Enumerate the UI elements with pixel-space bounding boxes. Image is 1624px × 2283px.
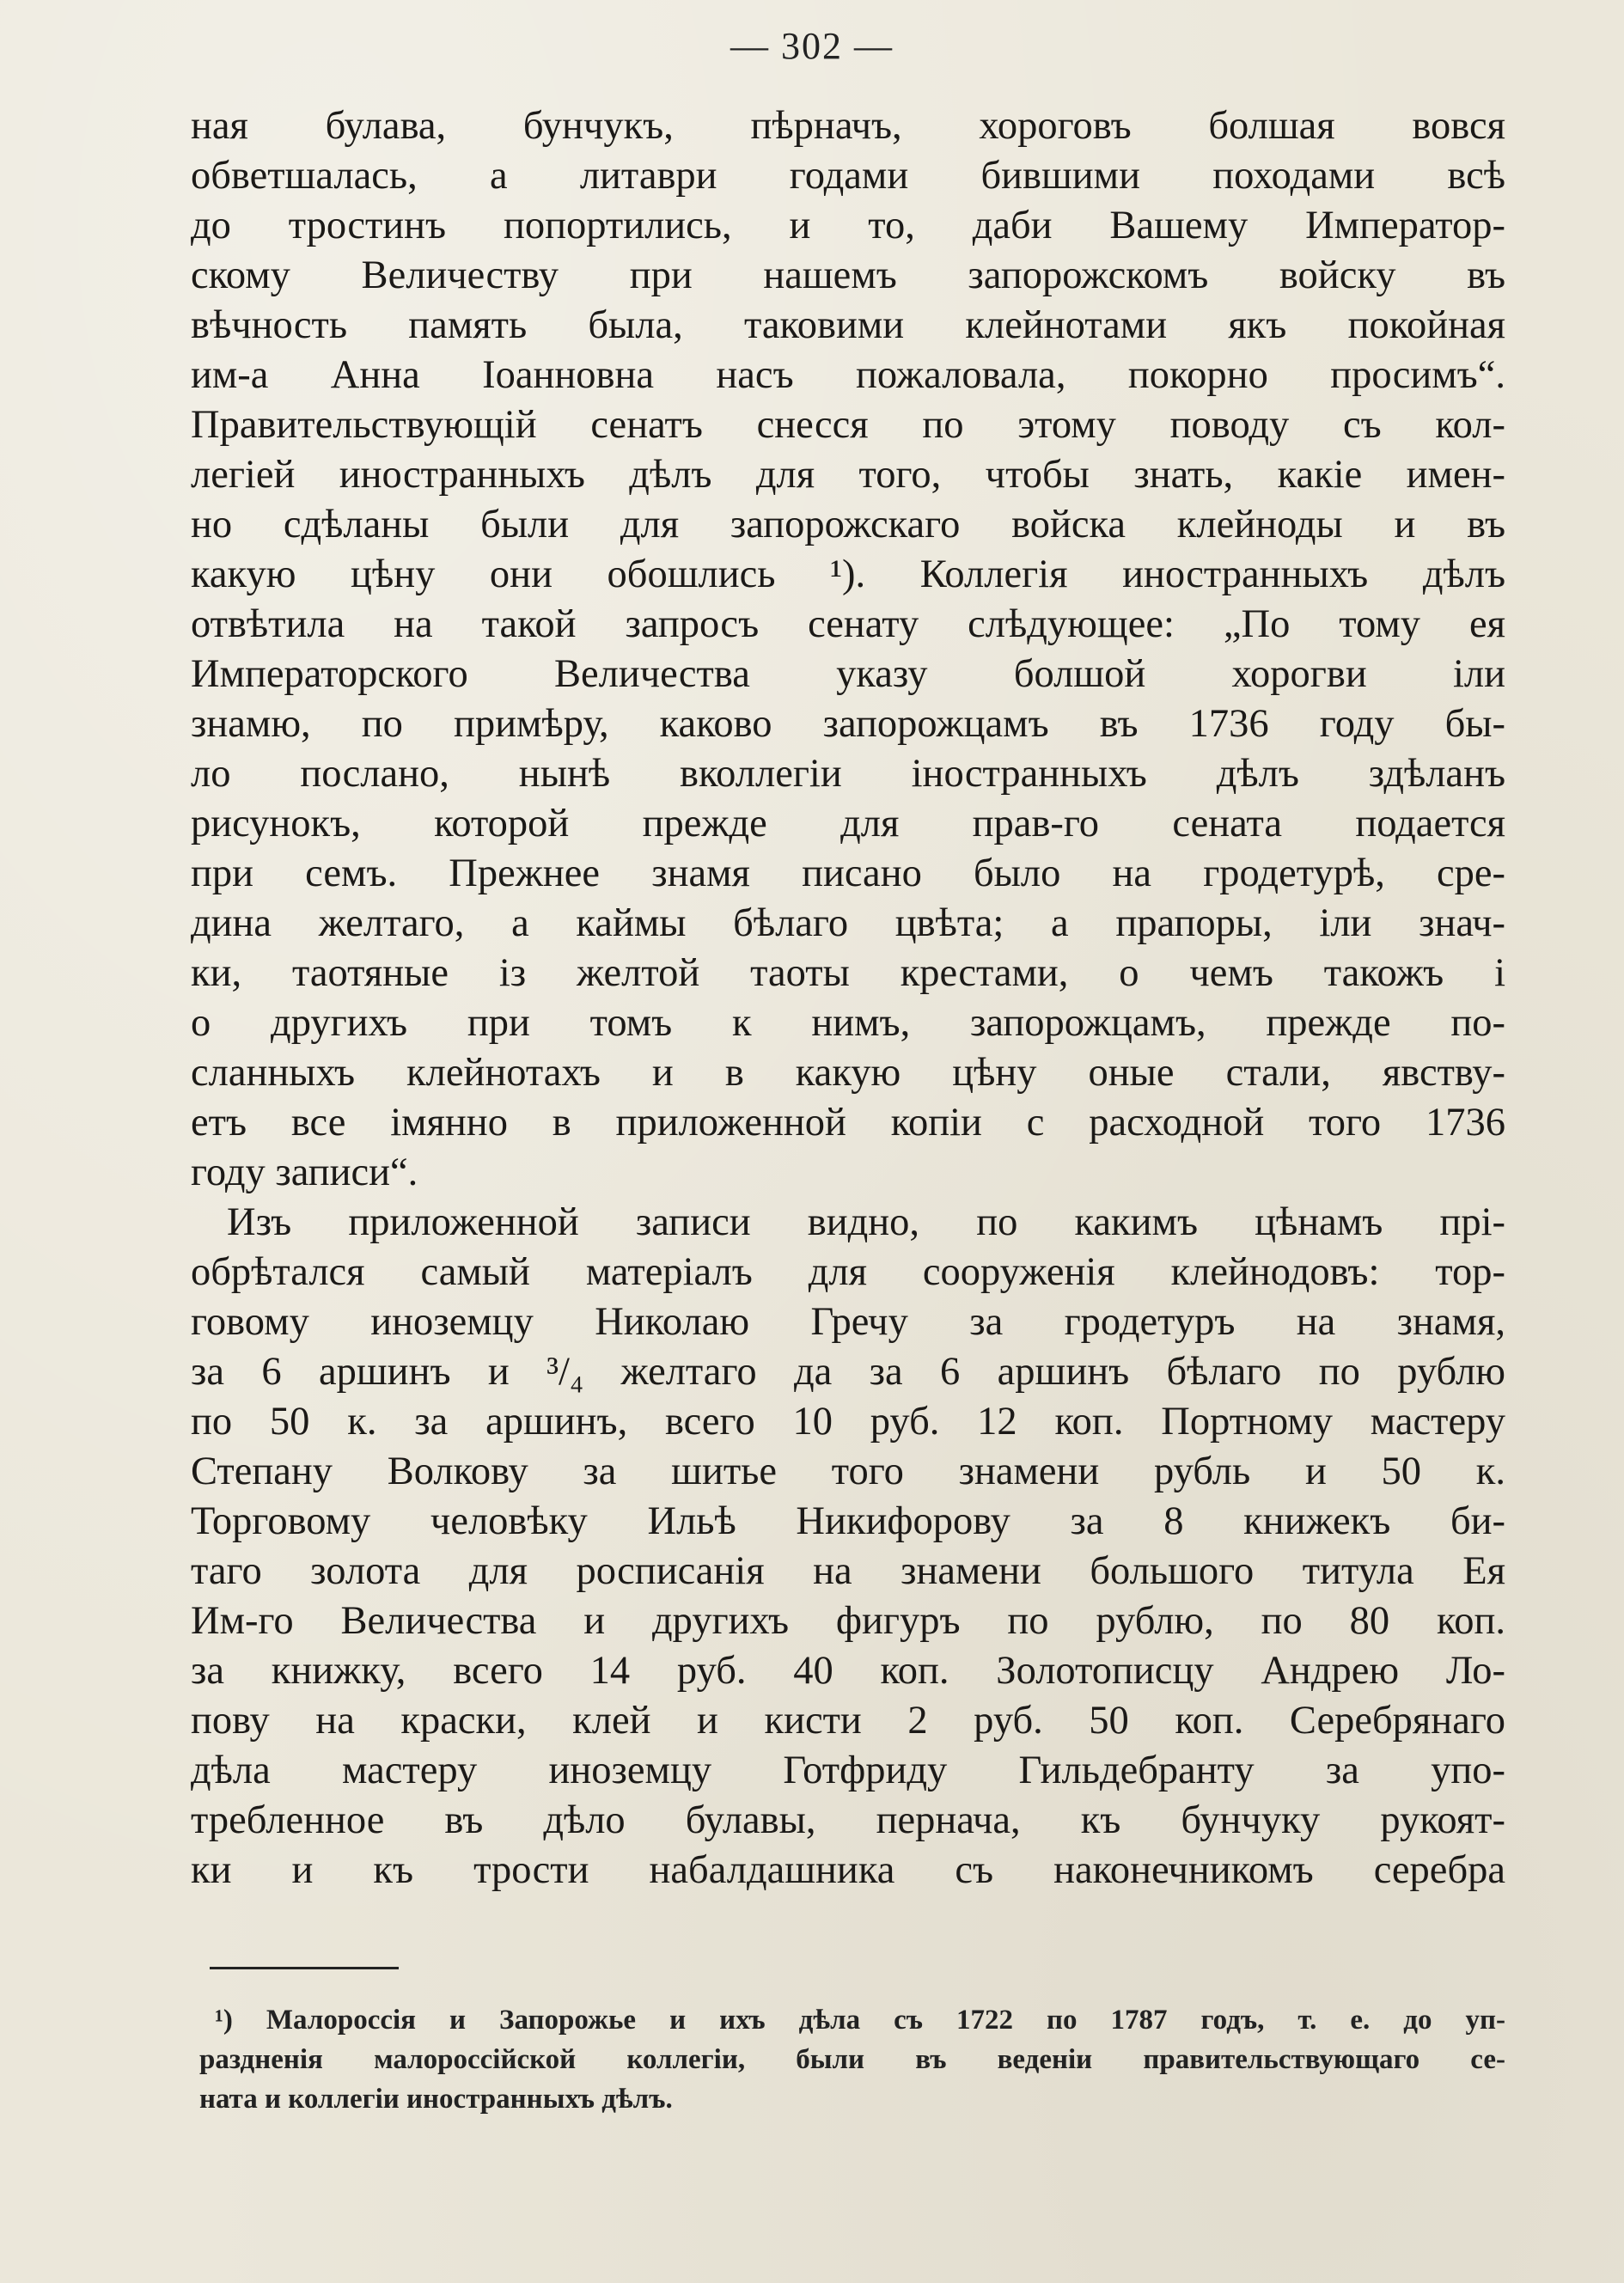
text-line: при семъ. Прежнее знамя писано было на гродетурѣ, сре- [191,852,1505,895]
text-line: ная булава, бунчукъ, пѣрначъ, хороговъ болшая вовся [191,104,1505,148]
text-line: обрѣтался самый матеріалъ для сооруженія клейнодовъ: тор- [191,1250,1505,1294]
text-line: ки и къ трости набалдашника съ наконечникомъ серебра [191,1848,1505,1892]
text-line: за книжку, всего 14 руб. 40 коп. Золотописцу Андрею Ло- [191,1649,1505,1693]
text-line: требленное въ дѣло булавы, пернача, къ бунчуку рукоят- [191,1798,1505,1842]
text-line: по 50 к. за аршинъ, всего 10 руб. 12 коп. Портному мастеру [191,1400,1505,1444]
text-line: говому иноземцу Николаю Гречу за гродетуръ на знамя, [191,1300,1505,1344]
text-line: какую цѣну они обошлись ¹). Коллегія иностранныхъ дѣлъ [191,552,1505,596]
text-line: рисунокъ, которой прежде для прав-го сената подается [191,802,1505,845]
text-line: знамю, по примѣру, каково запорожцамъ въ 1736 году бы- [191,702,1505,746]
text-line: Им-го Величества и другихъ фигуръ по рублю, по 80 коп. [191,1599,1505,1643]
footnote-divider [210,1967,399,1969]
text-line: вѣчность память была, таковими клейнотами якъ покойная [191,303,1505,347]
text-line: етъ все імянно в приложенной копіи с расходной того 1736 [191,1101,1505,1145]
text-line: Степану Волкову за шитье того знамени рубль и 50 к. [191,1450,1505,1493]
text-line: до тростинъ попортились, и то, даби Вашему Император- [191,204,1505,247]
text-line: Императорского Величества указу болшой хорогви іли [191,652,1505,696]
text-line: Правительствующій сенатъ снесся по этому поводу съ кол- [191,403,1505,447]
paragraph-start-line: Изъ приложенной записи видно, по какимъ цѣнамъ прі- [227,1200,1505,1244]
text-line: легіей иностранныхъ дѣлъ для того, чтобы знать, какіе имен- [191,453,1505,497]
text-line: сланныхъ клейнотахъ и в какую цѣну оные стали, явству- [191,1051,1505,1095]
footnote-line: ¹) Малороссія и Запорожье и ихъ дѣла съ 1722 по 1787 годъ, т. е. до уп- [215,2005,1505,2036]
text-line: ло послано, нынѣ вколлегіи іностранныхъ дѣлъ здѣланъ [191,752,1505,796]
footnote-line: раздненія малороссійской коллегіи, были въ веденіи правительствующаго се- [199,2044,1505,2075]
text-line: ки, таотяные із желтой таоты крестами, о чемъ такожъ і [191,951,1505,995]
text-line: таго золота для росписанія на знамени большого титула Ея [191,1549,1505,1593]
text-line: но сдѣланы были для запорожскаго войска клейноды и въ [191,503,1505,546]
text-line: обветшалась, а литаври годами бившими походами всѣ [191,154,1505,198]
page-number: — 302 — [730,25,894,67]
text-line: за 6 аршинъ и ³/₄ желтаго да за 6 аршинъ бѣлаго по рублю [191,1350,1505,1394]
text-line: дина желтаго, а каймы бѣлаго цвѣта; а прапоры, іли знач- [191,901,1505,945]
text-line: отвѣтила на такой запросъ сенату слѣдующее: „По тому ея [191,602,1505,646]
footnote-line: ната и коллегіи иностранныхъ дѣлъ. [199,2084,673,2115]
text-line: им-а Анна Іоанновна насъ пожаловала, покорно просимъ“. [191,353,1505,397]
text-line: дѣла мастеру иноземцу Готфриду Гильдебранту за упо- [191,1749,1505,1792]
text-line: Торговому человѣку Ильѣ Никифорову за 8 книжекъ би- [191,1499,1505,1543]
text-line: пову на краски, клей и кисти 2 руб. 50 коп. Серебрянаго [191,1699,1505,1743]
text-line: о другихъ при томъ к нимъ, запорожцамъ, прежде по- [191,1001,1505,1045]
text-line: году записи“. [191,1151,418,1194]
text-line: скому Величеству при нашемъ запорожскомъ войску въ [191,253,1505,297]
